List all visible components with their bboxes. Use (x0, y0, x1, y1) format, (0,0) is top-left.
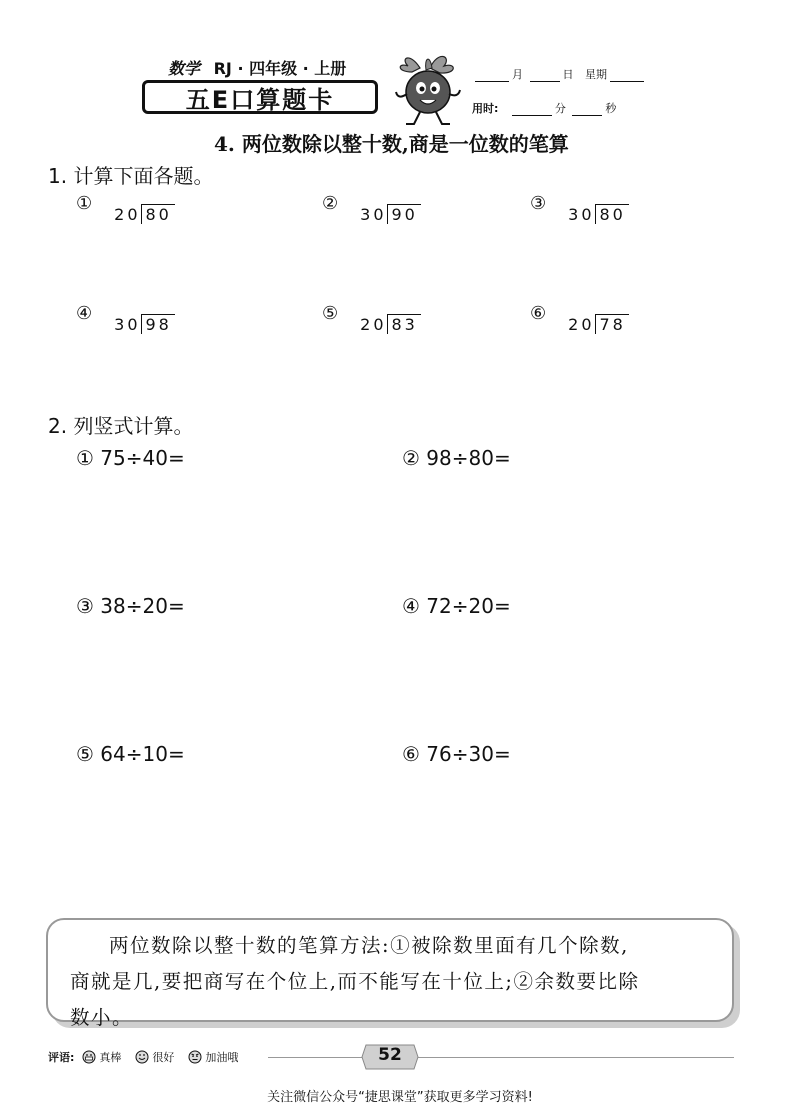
rating-row (48, 1049, 238, 1065)
long-division-item: ⑤20 83 (322, 302, 421, 334)
division-bracket: 80 (141, 204, 175, 224)
vertical-calc-item: ① 75÷40= (76, 446, 185, 470)
month-label: 月 (512, 68, 523, 81)
time-fields (472, 100, 616, 116)
minutes-blank[interactable] (512, 115, 552, 116)
long-division-item: ①20 80 (76, 192, 175, 224)
grin-face-icon (82, 1050, 96, 1064)
time-label: 用时: (472, 102, 499, 115)
weekday-blank[interactable] (610, 81, 644, 82)
weekday-label: 星期 (585, 68, 607, 81)
division-bracket: 80 (595, 204, 629, 224)
seconds-blank[interactable] (572, 115, 602, 116)
long-division-item: ③30 80 (530, 192, 629, 224)
section1-title: 1. 计算下面各题。 (48, 164, 214, 188)
long-division-item: ②30 90 (322, 192, 421, 224)
day-blank[interactable] (530, 81, 560, 82)
vertical-calc-item: ② 98÷80= (402, 446, 511, 470)
section2-title: 2. 列竖式计算。 (48, 414, 194, 438)
division-bracket: 83 (387, 314, 421, 334)
vertical-calc-item: ⑥ 76÷30= (402, 742, 511, 766)
lesson-title: 4. 两位数除以整十数,商是一位数的笔算 (214, 132, 569, 156)
tip-line: 商就是几,要把商写在个位上,而不能写在十位上;②余数要比除 (70, 970, 640, 993)
vertical-calc-item: ④ 72÷20= (402, 594, 511, 618)
series-label (168, 56, 346, 79)
division-bracket: 78 (595, 314, 629, 334)
day-label: 日 (562, 68, 574, 81)
date-fields (472, 66, 647, 82)
division-bracket: 90 (387, 204, 421, 224)
tip-box (46, 918, 734, 1029)
rating-option-keep-going[interactable]: 加油哦 (188, 1049, 238, 1065)
division-bracket: 98 (141, 314, 175, 334)
long-division-item: ④30 98 (76, 302, 175, 334)
rating-option-great[interactable]: 真棒 (82, 1049, 121, 1065)
seconds-label: 秒 (605, 102, 617, 115)
minutes-label: 分 (554, 102, 566, 115)
promo-text: 关注微信公众号“捷思课堂”获取更多学习资料! (267, 1090, 533, 1105)
long-division-item: ⑥20 78 (530, 302, 629, 334)
vertical-calc-item: ⑤ 64÷10= (76, 742, 185, 766)
determined-face-icon (188, 1050, 202, 1064)
footer-rule (268, 1057, 734, 1058)
brand-title: 五E口算题卡 (142, 80, 378, 114)
subject-label: 数学 (168, 59, 201, 78)
edition-label: RJ · 四年级 · 上册 (213, 59, 347, 78)
vertical-calc-item: ③ 38÷20= (76, 594, 185, 618)
tip-line: 两位数除以整十数的笔算方法:①被除数里面有几个除数, (109, 934, 629, 957)
tip-line: 数小。 (70, 1006, 134, 1029)
page-number: 52 (378, 1045, 402, 1065)
smile-face-icon (135, 1050, 149, 1064)
month-blank[interactable] (475, 81, 509, 82)
rating-option-good[interactable]: 很好 (135, 1049, 174, 1065)
rating-label: 评语: (48, 1051, 75, 1064)
radish-mascot-icon (390, 48, 466, 128)
